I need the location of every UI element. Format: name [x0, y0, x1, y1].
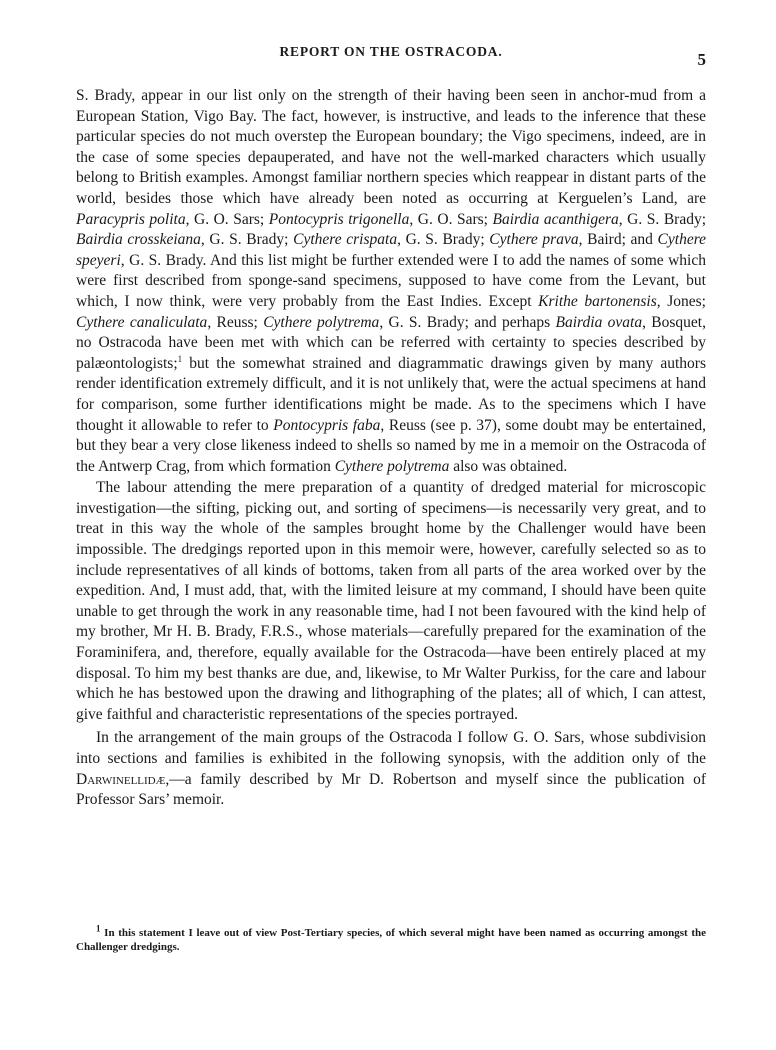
species-name: Bairdia ovata — [555, 313, 643, 331]
species-name: Cythere speyeri — [76, 231, 707, 269]
species-name: Cythere polytrema — [334, 457, 450, 475]
family-name: Darwinellidæ — [76, 770, 166, 788]
text-run: , Jones; — [656, 292, 706, 310]
species-name: Cythere canaliculata — [76, 313, 208, 331]
species-name: Bairdia crosskeiana — [76, 231, 201, 249]
text-run: , Baird; and — [578, 231, 658, 249]
species-name: Bairdia acanthigera — [492, 210, 619, 228]
body-text — [76, 86, 706, 811]
footnote-ref: 1 — [177, 353, 183, 364]
text-run: , G. S. Brady; — [618, 210, 707, 228]
paragraph-2 — [76, 478, 706, 725]
paragraph-1 — [76, 86, 706, 477]
species-name: Krithe bartonensis — [538, 292, 657, 310]
text-run: The labour attending the mere preparation of a quantity of dredged material for microscopic investigation—the sifting, picking out, and sorting of specimens—is necessarily very great, and to treat in this way the whole of the samples brought home by the Challenger would have been impossible. The dredgings reported upon in this memoir were, however, carefully selected so as to include representatives of all kinds of bottoms, taken from all parts of the area worked over by the expedition. And, I must add, that, with the limited leisure at my command, I should have been quite unable to get through the work in any reasonable time, had I not been favoured with the kind help of my brother, Mr H. B. Brady, F.R.S., whose materials—carefully prepared for the examination of the Foraminifera, and, therefore, equally available for the Ostracoda—have been entirely placed at my disposal. To him my best thanks are due, and, likewise, to Mr Walter Purkiss, for the care and labour which he has bestowed upon the drawing and lithographing of the plates; all of which, I can attest, give faithful and characteristic representations of the species portrayed. — [76, 479, 706, 723]
text-run: , Reuss (see p. 37), some doubt may be entertained, but they bear a very close likeness indeed to shells so named by me in a memoir on the Ostracoda of the Antwerp Crag, from which formation — [76, 416, 706, 475]
page-number: 5 — [697, 50, 706, 69]
running-title: REPORT ON THE OSTRACODA. — [279, 44, 503, 59]
text-run: , G. S. Brady; and perhaps — [379, 313, 556, 331]
footnote — [76, 923, 706, 954]
text-run: , G. S. Brady. And this list might be further extended were I to add the names of some which were first described from sponge-sand specimens, supposed to have come from the Levant, but which, I now think, were very probably from the East Indies. Except — [76, 251, 706, 310]
species-name: Pontocypris faba — [273, 416, 381, 434]
species-name: Paracypris polita — [76, 210, 186, 228]
text-run: , G. O. Sars; — [185, 210, 269, 228]
species-name: Cythere polytrema — [263, 313, 380, 331]
text-run: , G. S. Brady; — [397, 231, 490, 249]
text-run: also was obtained. — [449, 457, 568, 475]
text-run: but the somewhat strained and diagrammatic drawings given by many authors render identification extremely difficult, and it is not unlikely that, were the actual specimens at hand for comparison, some further identifications might be made. As to the specimens which I have thought it allowable to refer to — [76, 354, 706, 434]
footnote-marker: 1 — [96, 923, 101, 934]
species-name: Cythere crispata — [293, 231, 398, 249]
paragraph-3 — [76, 728, 706, 810]
text-run: S. Brady, appear in our list only on the strength of their having been seen in anchor-mud from a European Station, Vigo Bay. The fact, however, is instructive, and leads to the inference that these particular species do not much overstep the European boundary; the Vigo specimens, indeed, are in the case of some species depauperated, and have not the well-marked characters which usually belong to British examples. Amongst familiar northern species which reappear in distant parts of the world, besides those which have already been noted as occurring at Kerguelen’s Land, are — [76, 87, 706, 207]
species-name: Pontocypris trigonella — [268, 210, 410, 228]
text-run: ,—a family described by Mr D. Robertson and myself since the publication of Professor Sars’ memoir. — [76, 770, 706, 809]
footnote-text: In this statement I leave out of view Post-Tertiary species, of which several might have been named as occurring amongst the Challenger dredgings. — [76, 927, 706, 953]
species-name: Cythere prava — [489, 231, 579, 249]
text-run: , Reuss; — [207, 313, 264, 331]
text-run: In the arrangement of the main groups of the Ostracoda I follow G. O. Sars, whose subdivision into sections and families is exhibited in the following synopsis, with the addition only of the — [76, 729, 706, 767]
text-run: , G. S. Brady; — [200, 231, 294, 249]
text-run: , Bosquet, no Ostracoda have been met with which can be referred with certainty to species described by palæontologists; — [76, 313, 706, 372]
text-run: , G. O. Sars; — [409, 210, 493, 228]
